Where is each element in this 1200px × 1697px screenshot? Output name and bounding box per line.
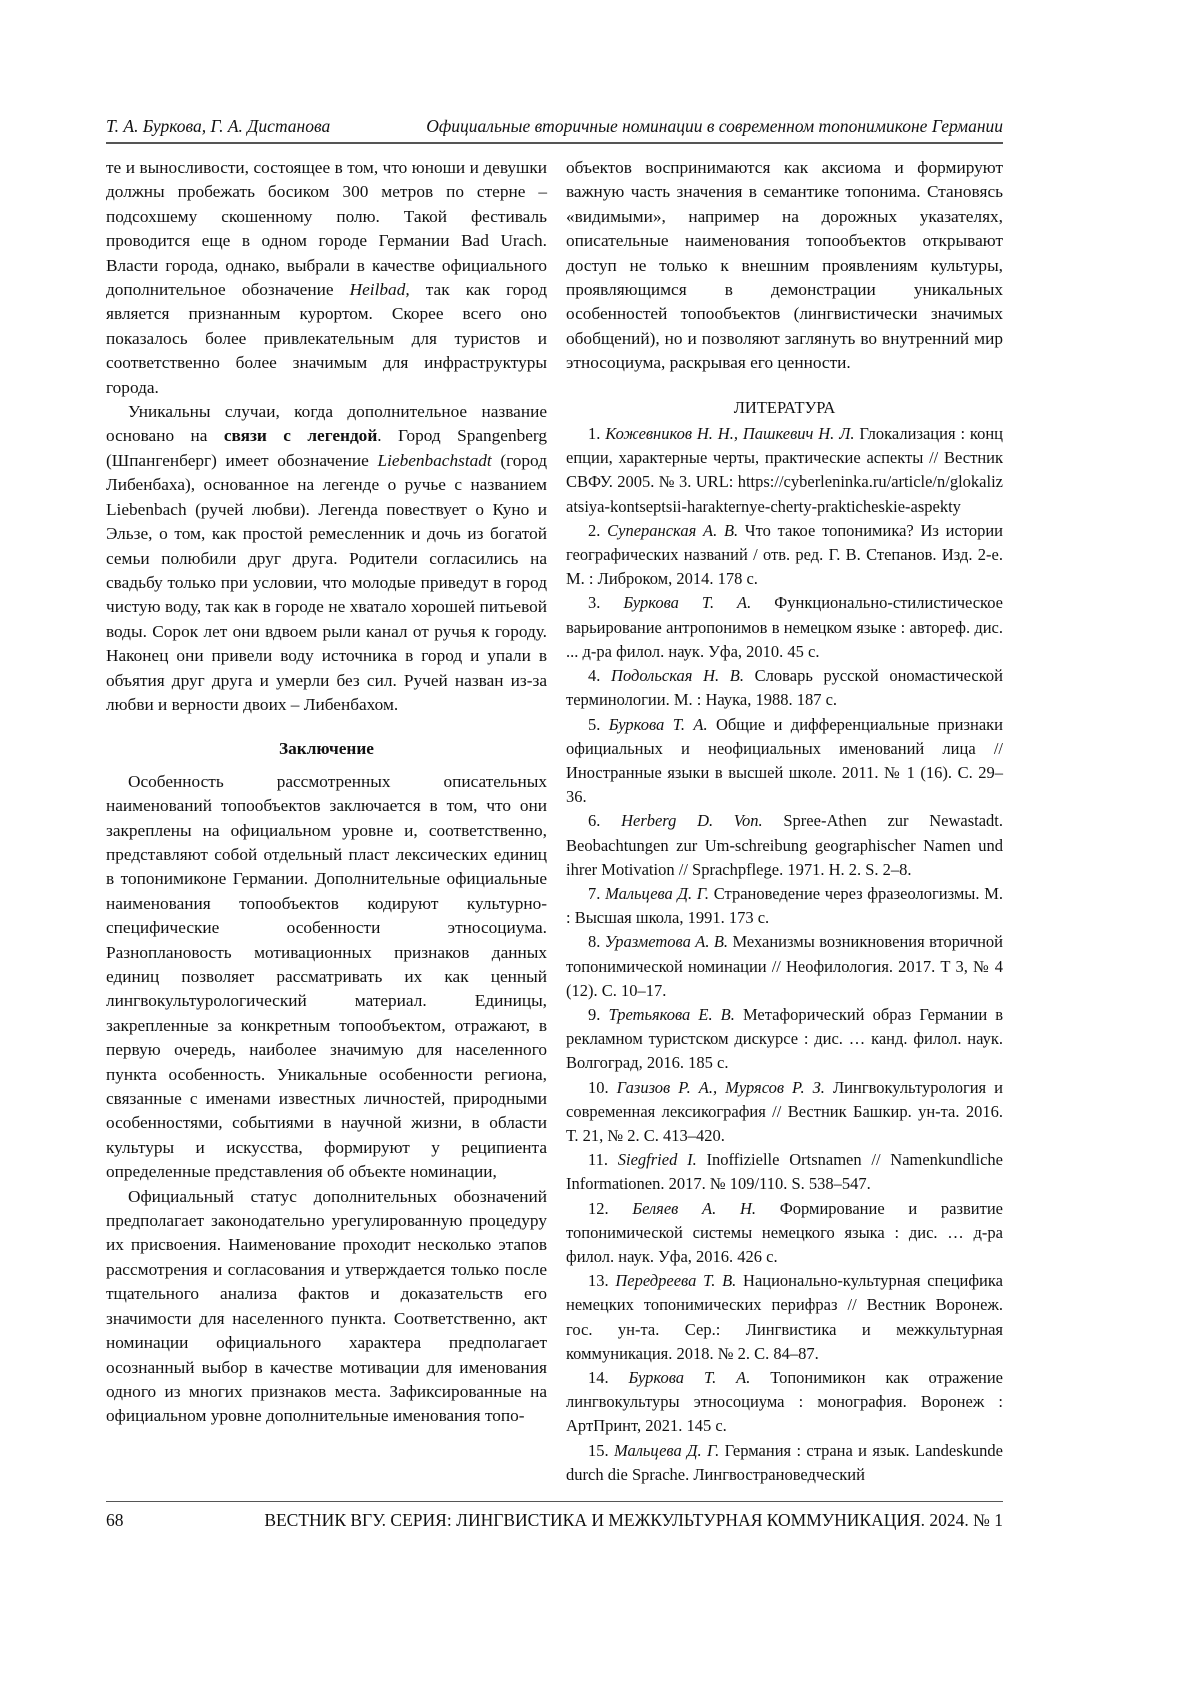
- references-heading: [566, 396, 1003, 420]
- right-column: [566, 156, 1003, 1487]
- text-segment: . Город Spangenberg (Шпангенберг) имеет обозначение: [106, 426, 548, 470]
- text-segment: 3.: [588, 593, 624, 613]
- reference-item: [566, 1003, 1003, 1076]
- text-segment: Национально-культурная специфика немецких топонимических перифраз // Вестник Воронеж. гос. ун-та. Сер.: Лингвистика и межкультурная коммуникация. 2018. № 2. С. 84–87.: [566, 1271, 1003, 1363]
- text-segment: Глокализация : концепции, характерные черты, практические аспекты // Вестник СВФУ. 2005. № 3. URL: https://cyberleninka.ru/article/n/glokalizatsiya-kontseptsii-harakternye-cherty-prakticheskie-aspekty: [566, 424, 1003, 516]
- text-segment: Германия : страна и язык. Landeskunde durch die Sprache. Лингвострановедческий: [566, 1440, 1003, 1484]
- text-segment: 6.: [588, 811, 622, 831]
- text-segment: Что такое топонимика? Из истории географических названий / отв. ред. Г. В. Степанов. Изд. 2-е. М. : Либроком, 2014. 178 с.: [566, 520, 1003, 589]
- reference-item: [566, 713, 1003, 810]
- text-segment: 8.: [588, 932, 605, 952]
- reference-item: [566, 591, 1003, 664]
- reference-item: [566, 519, 1003, 592]
- text-segment: 1.: [588, 424, 606, 444]
- text-segment: 10.: [588, 1077, 617, 1097]
- text-segment: 13.: [588, 1271, 616, 1291]
- italic-text: Liebenbachstadt: [377, 450, 492, 470]
- paragraph: [566, 156, 1003, 376]
- reference-item: [566, 422, 1003, 519]
- paragraph: [106, 770, 547, 1185]
- reference-item: [566, 809, 1003, 882]
- text-segment: Метафорический образ Германии в рекламном туристском дискурсе : дис. … канд. филол. наук. Волгоград, 2016. 185 с.: [566, 1004, 1004, 1073]
- journal-title: ВЕСТНИК ВГУ. СЕРИЯ: ЛИНГВИСТИКА И МЕЖКУЛЬТУРНАЯ КОММУНИКАЦИЯ. 2024. № 1: [264, 1510, 1003, 1530]
- running-footer: [106, 1501, 1003, 1536]
- text-segment: (город Либенбаха), основанное на легенде о ручье с названием Liebenbach (ручей любви). Легенда повествует о Куно и Эльзе, о том, как простой ремесленник и дочь из богатой семьи полюбили друг друга. Родители согласились на свадьбу только при условии, что молодые приведут в город чистую воду, так как в городе не хватало хорошей питьевой воды. Сорок лет они вдвоем рыли канал от ручья к городу. Наконец они привели воду источника в город и упали в объятия друг друга и умерли без сил. Ручей назван из-за любви и верности двоих – Либенбахом.: [106, 450, 547, 714]
- text-segment: Словарь русской ономастической терминологии. М. : Наука, 1988. 187 с.: [566, 666, 1004, 710]
- reference-item: [566, 882, 1003, 930]
- text-segment: Общие и дифференциальные признаки официальных и неофициальных именований лица // Иностранные языки в высшей школе. 2011. № 1 (16). С. 29–36.: [566, 714, 1004, 807]
- text-segment: Inoffizielle Ortsnamen // Namenkundliche Informationen. 2017. № 109/110. S. 538–547.: [566, 1150, 1003, 1194]
- text-segment: Уникальны случаи, когда дополнительное название основано на: [106, 402, 547, 446]
- text-segment: Функционально-стилистическое варьирование антропонимов в немецком языке : автореф. дис. ... д-ра филол. наук. Уфа, 2010. 45 с.: [566, 593, 1004, 661]
- reference-item: [566, 664, 1003, 712]
- reference-item: [566, 1076, 1003, 1149]
- text-segment: 2.: [588, 520, 608, 540]
- italic-text: Третьякова Е. В.: [608, 1004, 735, 1024]
- reference-item: [566, 1439, 1003, 1487]
- reference-item: [566, 1269, 1003, 1366]
- header-article-title: Официальные вторичные номинации в современном топонимиконе Германии: [426, 116, 1003, 136]
- reference-item: [566, 1197, 1003, 1270]
- paragraph: [106, 156, 547, 400]
- italic-text: Буркова Т. А.: [608, 714, 708, 734]
- running-header: [106, 112, 1003, 144]
- text-segment: 9.: [588, 1004, 609, 1024]
- header-authors: Т. А. Буркова, Г. А. Дистанова: [106, 116, 331, 136]
- text-segment: Лингвокультурология и современная лексикография // Вестник Башкир. ун-та. 2016. Т. 21, № 2. С. 413–420.: [566, 1077, 1003, 1145]
- text-segment: ЛИТЕРАТУРА: [733, 397, 836, 417]
- left-column: [106, 156, 547, 1429]
- text-segment: Официальный статус дополнительных обозначений предполагает законодательно урегулированную процедуру их присвоения. Наименование проходит несколько этапов рассмотрения и согласования и утверждается только после тщательного анализа фактов и доказательств его значимости для населенного пункта. Соответственно, акт номинации официального характера предполагает осознанный выбор в качестве мотивации для именования одного из многих признаков места. Зафиксированные на официальном уровне дополнительные именования топо-: [106, 1186, 547, 1426]
- text-segment: 4.: [588, 666, 612, 686]
- italic-text: Мальцева Д. Г.: [605, 883, 710, 903]
- text-segment: Особенность рассмотренных описательных наименований топообъектов заключается в том, что они закреплены на официальном уровне и, соответственно, представляют собой отдельный пласт лексических единиц в топонимиконе Германии. Дополнительные официальные наименования топообъектов кодируют культурно-специфические особенности этносоциума. Разноплановость мотивационных признаков данных единиц позволяет рассматривать их как ценный лингвокультурологический материал. Единицы, закрепленные за конкретным топообъектом, отражают, в первую очередь, наиболее значимую для населенного пункта особенность. Уникальные особенности региона, связанные с именами известных личностей, природными особенностями, событиями в научной жизни, в области культуры и искусства, формируют у реципиента определенные представления об объекте номинации,: [106, 771, 547, 1182]
- section-heading: [106, 737, 547, 761]
- text-segment: Spree-Athen zur Newastadt. Beobachtungen zur Um-schreibung geographischer Namen und ihrer Motivation // Sprachpflege. 1971. H. 2. S. 2–8.: [566, 811, 1003, 879]
- text-segment: те и выносливости, состоящее в том, что юноши и девушки должны пробежать босиком 300 метров по стерне – подсохшему скошенному полю. Такой фестиваль проводится еще в одном городе Германии Bad Urach. Власти города, однако, выбрали в качестве официального дополнительное обозначение: [106, 158, 547, 300]
- reference-item: [566, 1148, 1003, 1196]
- italic-text: Буркова Т. А.: [628, 1367, 751, 1387]
- italic-text: Мальцева Д. Г.: [613, 1440, 720, 1460]
- text-segment: Топонимикон как отражение лингвокультуры этносоциума : монография. Воронеж : АртПринт, 2021. 145 с.: [566, 1367, 1003, 1436]
- text-segment: 11.: [588, 1150, 618, 1170]
- text-segment: 12.: [588, 1198, 633, 1218]
- italic-text: Буркова Т. А.: [623, 593, 752, 613]
- italic-text: Herberg D. Von.: [621, 811, 763, 831]
- text-segment: Механизмы возникновения вторичной топонимической номинации // Неофилология. 2017. Т 3, № 4 (12). С. 10–17.: [566, 932, 1003, 1000]
- italic-text: Суперанская А. В.: [607, 520, 739, 540]
- text-segment: так как город является признанным курортом. Скорее всего оно показалось более привлекательным для туристов и соответственно более значимым для инфраструктуры города.: [106, 280, 547, 397]
- page-number: 68: [106, 1510, 124, 1530]
- paragraph: [106, 400, 547, 717]
- reference-item: [566, 1366, 1003, 1439]
- italic-text: Беляев А. Н.: [632, 1198, 757, 1218]
- text-segment: Формирование и развитие топонимической системы немецкого языка : дис. … д-ра филол. наук. Уфа, 2016. 426 с.: [566, 1198, 1003, 1266]
- italic-text: Siegfried I.: [617, 1150, 697, 1170]
- italic-text: Кожевников Н. Н., Пашкевич Н. Л.: [605, 424, 855, 444]
- text-segment: Страноведение через фразеологизмы. М. : Высшая школа, 1991. 173 с.: [566, 883, 1003, 928]
- text-segment: Заключение: [279, 739, 374, 759]
- italic-text: Уразметова А. В.: [604, 932, 729, 952]
- reference-item: [566, 930, 1003, 1003]
- text-segment: 5.: [588, 714, 609, 734]
- text-segment: объектов воспринимаются как аксиома и формируют важную часть значения в семантике топонима. Становясь «видимыми», например на дорожных указателях, описательные наименования топообъектов открывают доступ не только к внешним проявлениям культуры, проявляющимся в демонстрации уникальных особенностей топообъектов (лингвистически значимых обобщений), но и позволяют заглянуть во внутренний мир этносоциума, раскрывая его ценности.: [566, 158, 1003, 373]
- italic-text: Газизов Р. А., Мурясов Р. З.: [616, 1077, 825, 1097]
- italic-text: Подольская Н. В.: [611, 666, 745, 686]
- text-segment: 7.: [588, 883, 606, 903]
- italic-text: Передреева Т. В.: [615, 1271, 737, 1291]
- text-segment: 15.: [588, 1440, 614, 1460]
- text-segment: 14.: [588, 1367, 629, 1387]
- italic-text: Heilbad,: [349, 280, 410, 300]
- bold-text: связи с легендой: [223, 426, 378, 446]
- paragraph: [106, 1185, 547, 1429]
